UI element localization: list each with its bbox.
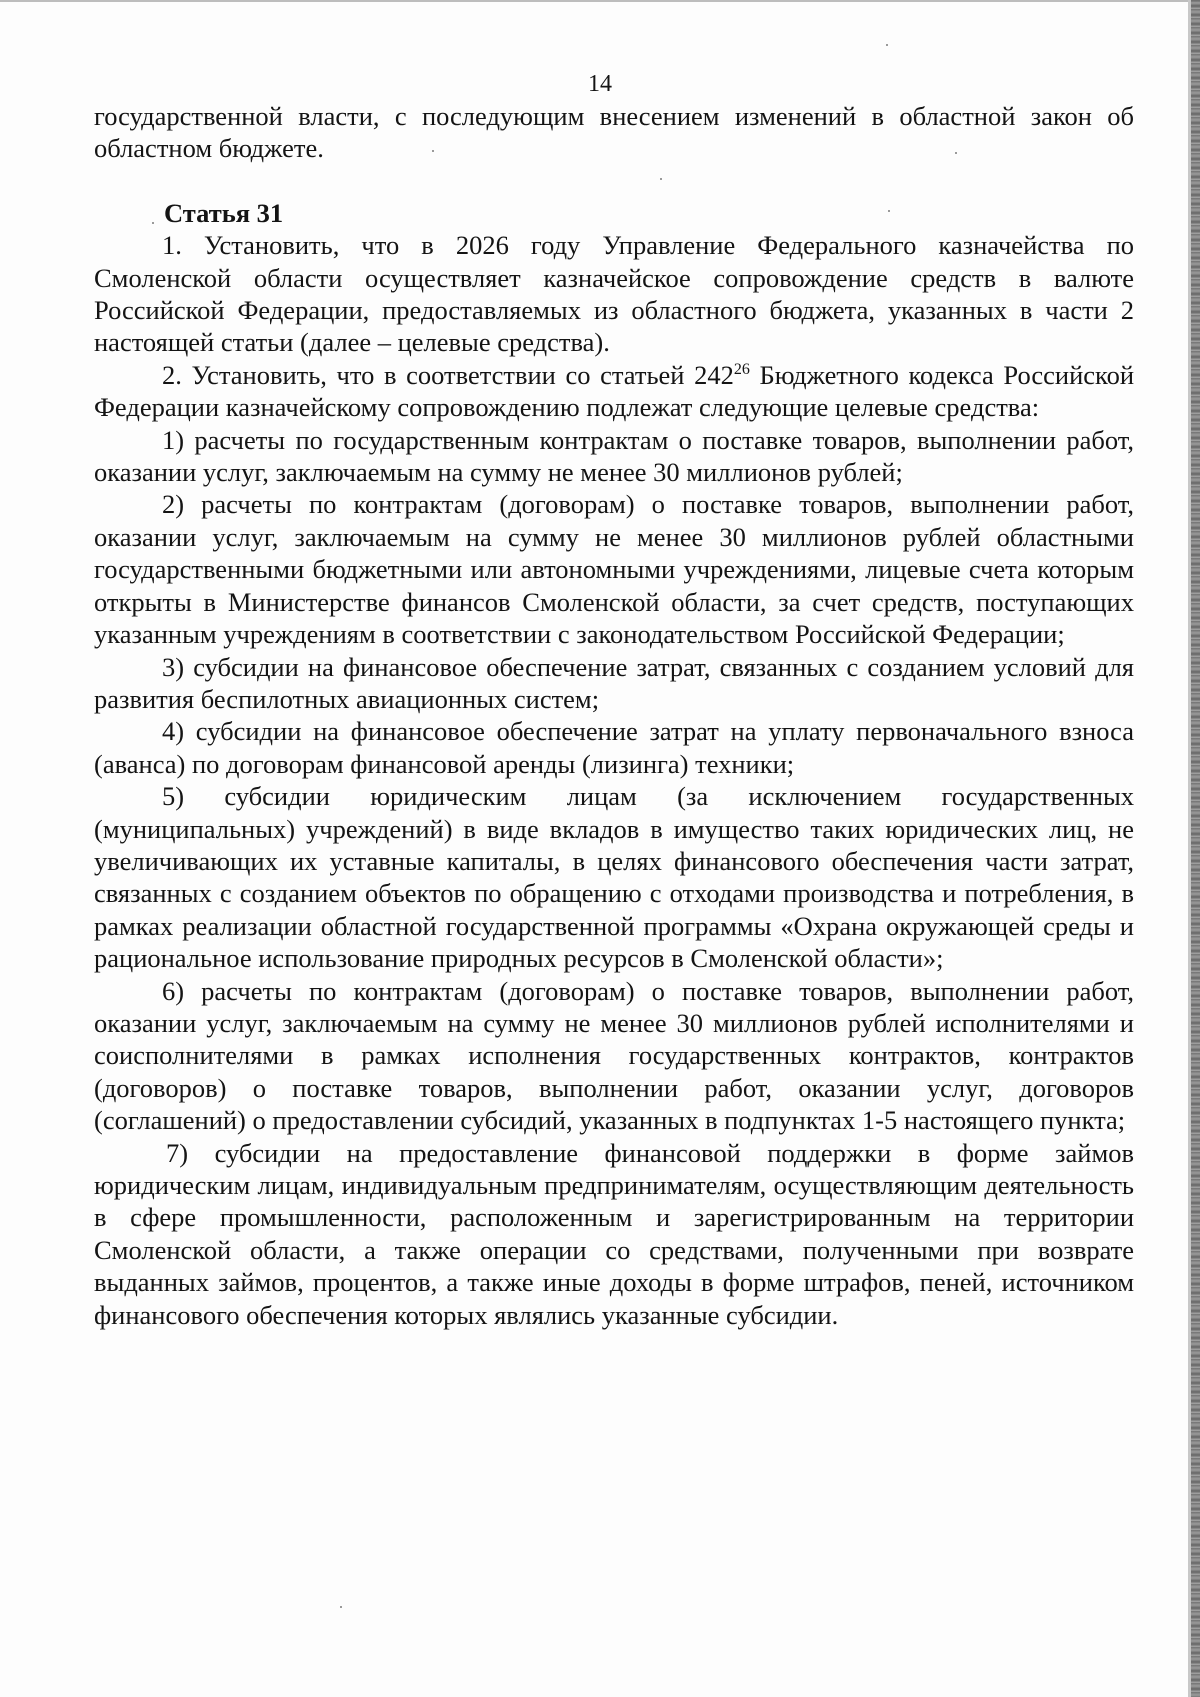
page-number: 14 (588, 71, 612, 97)
list-item-5: 5) субсидии юридическим лицам (за исключением государственных (муниципальных) учреждений) в виде вкладов в имущество таких юридических лиц, не увеличивающих их уставные капиталы, в целях финансового обеспечения части затрат, связанных с созданием объектов по обращению с отходами производства и потребления, в рамках реализации областной государственной программы «Охрана окружающей среды и рациональное использование природных ресурсов в Смоленской области»; (94, 781, 1134, 974)
paragraph-2 (94, 359, 1134, 424)
paragraph-1: 1. Установить, что в 2026 году Управление Федерального казначейства по Смоленской области осуществляет казначейское сопровождение средств в валюте Российской Федерации, предоставляемых из областного бюджета, указанных в части 2 настоящей статьи (далее – целевые средства). (94, 230, 1134, 358)
list-item-2: 2) расчеты по контрактам (договорам) о поставке товаров, выполнении работ, оказании услуг, заключаемым на сумму не менее 30 миллионов рублей областными государственными бюджетными или автономными учреждениями, лицевые счета которым открыты в Министерстве финансов Смоленской области, за счет средств, поступающих указанным учреждениям в соответствии с законодательством Российской Федерации; (94, 489, 1134, 650)
scan-top-border (0, 0, 1200, 2)
scan-speck (340, 1606, 342, 1608)
scan-right-edge (1191, 0, 1200, 1697)
list-item-1: 1) расчеты по государственным контрактам о поставке товаров, выполнении работ, оказании услуг, заключаемым на сумму не менее 30 миллионов рублей; (94, 424, 1134, 488)
paragraph-2-start: 2. Установить, что в соответствии со статьей 242 (162, 359, 734, 390)
list-item-3: 3) субсидии на финансовое обеспечение затрат, связанных с созданием условий для развития беспилотных авиационных систем; (94, 651, 1134, 714)
list-item-4: 4) субсидии на финансовое обеспечение затрат на уплату первоначального взноса (аванса) по договорам финансовой аренды (лизинга) техники; (94, 716, 1134, 779)
list-item-6: 6) расчеты по контрактам (договорам) о поставке товаров, выполнении работ, оказании услуг, заключаемым на сумму не менее 30 миллионов рублей исполнителями и соисполнителями в рамках исполнения государственных контрактов, контрактов (договоров) о поставке товаров, выполнении работ, оказании услуг, договоров (соглашений) о предоставлении субсидий, указанных в подпунктах 1-5 настоящего пункта; (94, 975, 1134, 1136)
list-item-7: 7) субсидии на предоставление финансовой поддержки в форме займов юридическим лицам, индивидуальным предпринимателям, осуществляющим деятельность в сфере промышленности, расположенным и зарегистрированным на территории Смоленской области, а также операции со средствами, полученными при возврате выданных займов, процентов, а также иные доходы в форме штрафов, пеней, источником финансового обеспечения которых являлись указанные субсидии. (94, 1137, 1134, 1330)
paragraph-2-end: Бюджетного кодекса Российской Федерации казначейскому сопровождению подлежат следующие целевые средства: (94, 359, 1134, 423)
intro-paragraph: государственной власти, с последующим внесением изменений в областной закон об областном бюджете. (94, 101, 1134, 164)
article-heading: Статья 31 (164, 197, 284, 228)
scan-speck (886, 44, 888, 46)
article-superscript: 26 (733, 361, 750, 379)
document-body (94, 100, 1134, 1331)
